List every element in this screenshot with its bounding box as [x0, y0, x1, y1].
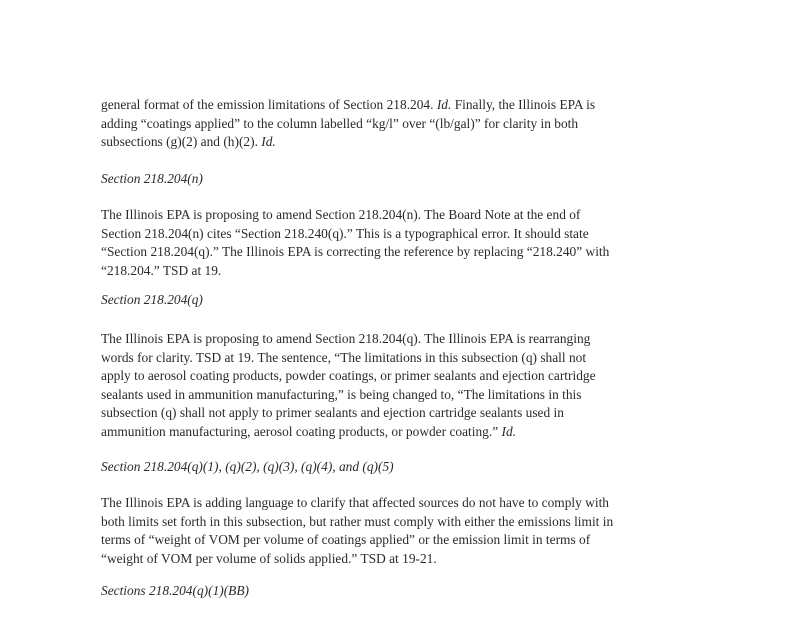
section-heading-218-204-q1-bb: Sections 218.204(q)(1)(BB): [101, 583, 249, 598]
paragraph-line: words for clarity. TSD at 19. The sentence, “The limitations in this subsection (q) shall not: [101, 349, 587, 365]
citation-id: Id.: [436, 97, 452, 112]
paragraph-line: The Illinois EPA is adding language to clarify that affected sources do not have to comply with: [101, 495, 609, 510]
section-heading-218-204-q1-q5: Section 218.204(q)(1), (q)(2), (q)(3), (q)(4), and (q)(5): [101, 459, 394, 474]
paragraph-line: ammunition manufacturing, aerosol coating products, or powder coating.” Id.: [101, 423, 517, 439]
paragraph-line: “Section 218.204(q).” The Illinois EPA is correcting the reference by replacing “218.240” with: [101, 244, 610, 260]
paragraph-line: sealants used in ammunition manufacturing,” is being changed to, “The limitations in this: [101, 386, 582, 402]
paragraph-4: [101, 494, 613, 568]
paragraph-line: terms of “weight of VOM per volume of coatings applied” or the emission limit in terms of: [101, 532, 591, 548]
paragraph-line: The Illinois EPA is proposing to amend Section 218.204(n). The Board Note at the end of: [101, 207, 581, 222]
paragraph-3: [101, 330, 596, 442]
paragraph-line: general format of the emission limitations of Section 218.204. Id. Finally, the Illinois EPA is: [101, 97, 596, 112]
paragraph-line: both limits set forth in this subsection, but rather must comply with either the emissions limit in: [101, 513, 614, 529]
citation-id: Id.: [261, 134, 276, 150]
section-heading-218-204-n: Section 218.204(n): [101, 171, 203, 186]
citation-id: Id.: [501, 423, 517, 439]
paragraph-line: subsection (q) shall not apply to primer sealants and ejection cartridge sealants used in: [101, 405, 564, 421]
paragraph-line: adding “coatings applied” to the column labelled “kg/l” over “(lb/gal)” for clarity in both: [101, 115, 579, 131]
paragraph-line: “weight of VOM per volume of solids applied.” TSD at 19-21.: [101, 550, 437, 566]
paragraph-line: Section 218.204(n) cites “Section 218.240(q).” This is a typographical error. It should state: [101, 225, 589, 241]
paragraph-2: [101, 206, 609, 280]
paragraph-line: “218.204.” TSD at 19.: [101, 262, 222, 278]
paragraph-line: The Illinois EPA is proposing to amend Section 218.204(q). The Illinois EPA is rearranging: [101, 331, 591, 346]
section-heading-218-204-q: Section 218.204(q): [101, 292, 203, 307]
paragraph-line: apply to aerosol coating products, powder coatings, or primer sealants and ejection cartridge: [101, 368, 596, 384]
paragraph-line: subsections (g)(2) and (h)(2). Id.: [101, 134, 276, 150]
paragraph-1: [101, 96, 595, 152]
